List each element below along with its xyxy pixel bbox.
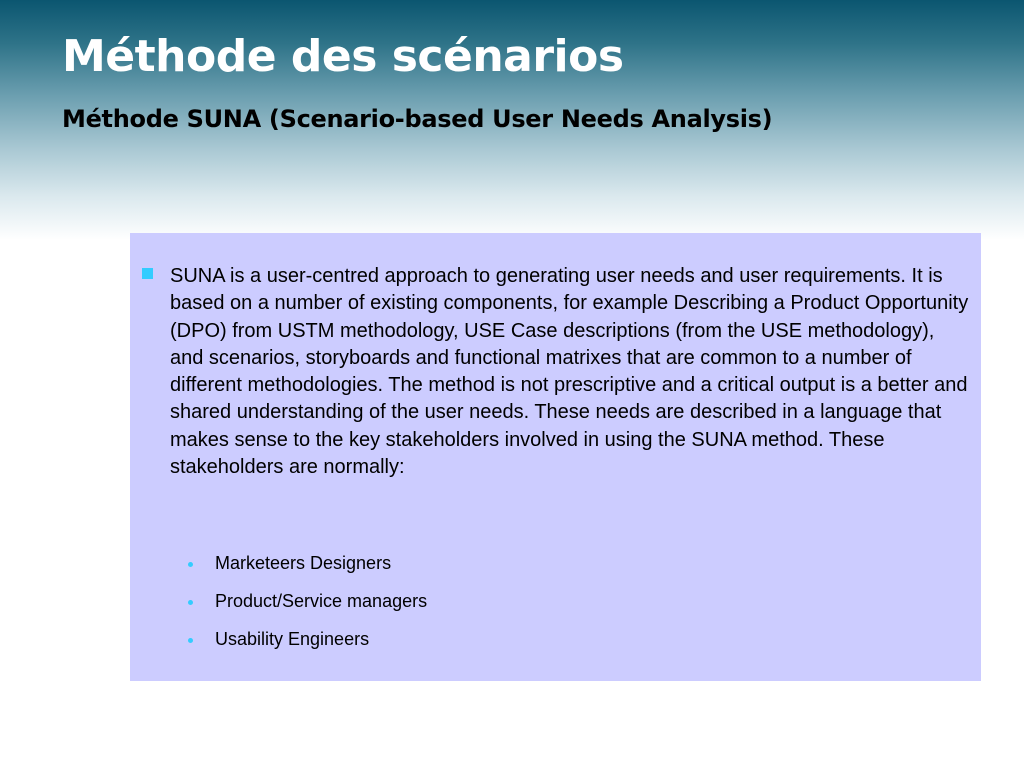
dot-bullet-icon [188,638,193,643]
main-bullet-text: SUNA is a user-centred approach to generating user needs and user requirements. It is based on a number of existing components, for example Describing a Product Opportunity (DPO) from USTM methodology, USE Case descriptions (from the USE methodology), and scenarios, storyboards and functional matrixes that are common to a number of different methodologies. The method is not prescriptive and a critical output is a better and shared understanding of the user needs. These needs are described in a language that makes sense to the key stakeholders involved in using the SUNA method. These stakeholders are normally: [170,265,969,479]
list-item [188,582,427,620]
stakeholder-list [188,544,427,658]
list-item-text: Product/Service managers [215,590,428,611]
list-item-text: Marketeers Designers [215,552,392,573]
slide-title: Méthode des scénarios [62,31,624,82]
list-item [188,544,427,582]
content-box [130,233,981,681]
list-item-text: Usability Engineers [215,628,370,649]
dot-bullet-icon [188,600,193,605]
dot-bullet-icon [188,562,193,567]
main-bullet [142,263,972,481]
slide-subtitle: Méthode SUNA (Scenario-based User Needs Analysis) [62,105,773,133]
square-bullet-icon [142,268,153,279]
list-item [188,620,427,658]
